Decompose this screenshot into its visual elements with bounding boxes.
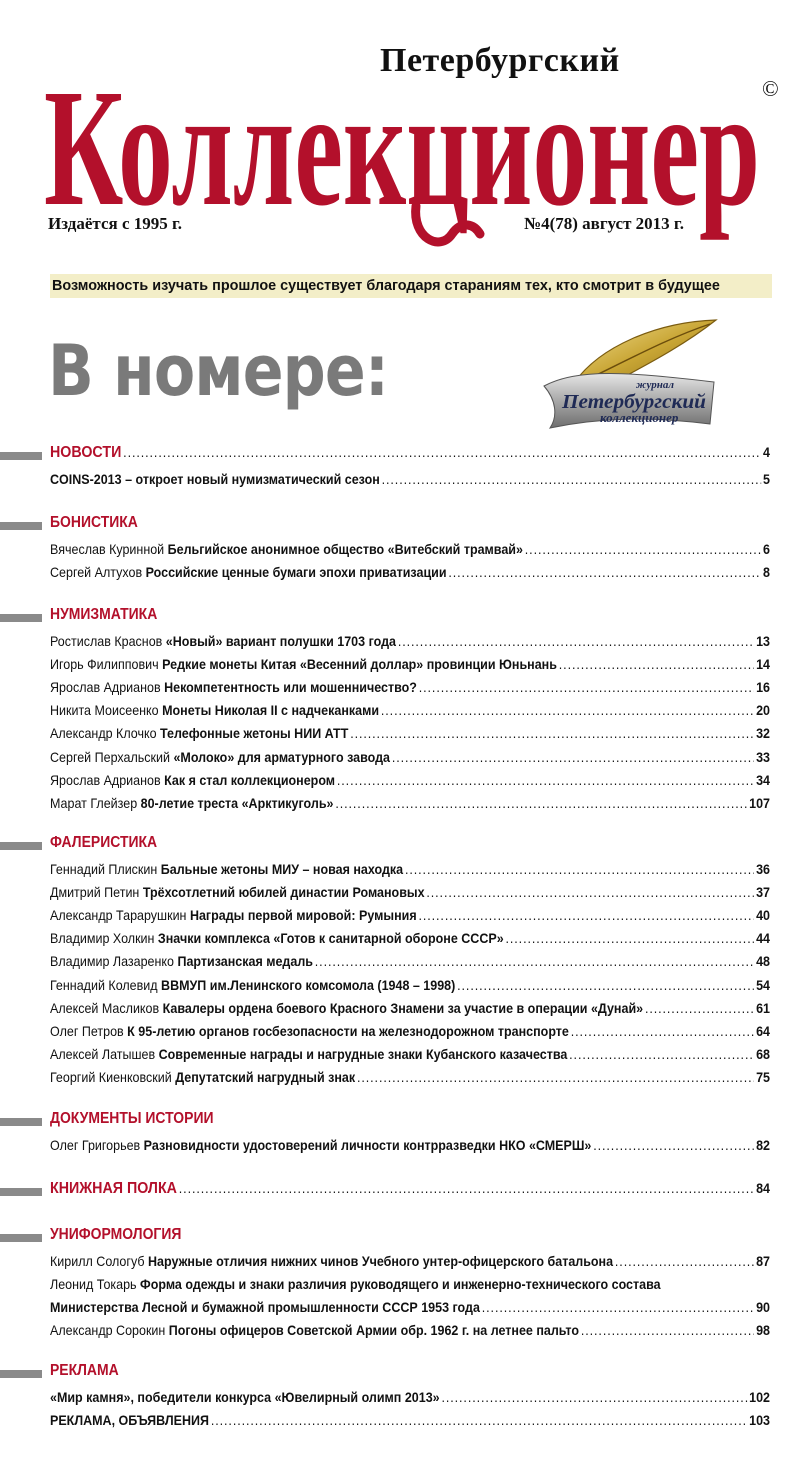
publication-subtitle: Петербургский (380, 42, 620, 79)
page-number: 5 (763, 472, 770, 487)
contents-entry[interactable] (50, 1254, 770, 1276)
dot-leader (426, 885, 754, 900)
entry-title: ВВМУП им.Ленинского комсомола (1948 – 1998) (161, 977, 456, 993)
entry-title: Погоны офицеров Советской Армии обр. 1962 г. на летнее пальто (168, 1323, 579, 1339)
page-number: 61 (756, 1000, 770, 1016)
dot-leader (398, 634, 754, 649)
entry-title: Партизанская медаль (177, 954, 313, 970)
entry-title: «Молоко» для арматурного завода (173, 749, 390, 765)
entry-title: Редкие монеты Китая «Весенний доллар» провинции Юньнань (162, 657, 557, 673)
dot-leader (525, 542, 761, 557)
entry-title: Бельгийское анонимное общество «Витебский трамвай» (167, 542, 523, 557)
publication-title: Коллекционер (44, 55, 760, 241)
contents-entry[interactable] (50, 1390, 770, 1412)
section-marker-bar (0, 1370, 42, 1378)
section-heading (0, 444, 788, 466)
entry-author: Никита Моисеенко (50, 703, 159, 719)
page-number: 48 (756, 954, 770, 970)
contents-entry[interactable] (50, 657, 770, 679)
section-marker-bar (0, 614, 42, 622)
contents-entry[interactable] (50, 978, 770, 1000)
dot-leader (392, 750, 754, 765)
page-number: 68 (756, 1046, 770, 1062)
section-title: ДОКУМЕНТЫ ИСТОРИИ (50, 1110, 214, 1127)
page-number: 16 (756, 680, 770, 696)
dot-leader (382, 472, 762, 487)
dot-leader (419, 680, 754, 695)
journal-quill-badge (538, 316, 722, 434)
contents-entry[interactable] (50, 931, 770, 953)
dot-leader (405, 862, 754, 877)
section-heading-row[interactable] (50, 1180, 770, 1202)
page-number: 37 (756, 885, 770, 901)
entry-author: Марат Глейзер (50, 795, 138, 811)
section-heading (0, 606, 788, 628)
page-number: 64 (756, 1023, 770, 1039)
masthead (0, 0, 788, 250)
page-number: 20 (756, 703, 770, 719)
dot-leader (335, 796, 747, 811)
dot-leader (571, 1024, 755, 1039)
section-marker-bar (0, 1234, 42, 1242)
section-heading (0, 834, 788, 856)
section-title: НУМИЗМАТИКА (50, 606, 158, 623)
dot-leader (315, 954, 754, 969)
entry-title: 80-летие треста «Арктикуголь» (140, 795, 334, 811)
contents-entry[interactable] (50, 954, 770, 976)
entry-author: Игорь Филиппович (50, 657, 159, 673)
contents-entry[interactable] (50, 542, 770, 564)
entry-title: «Новый» вариант полушки 1703 года (165, 634, 396, 649)
entry-title: Современные награды и нагрудные знаки Кубанского казачества (158, 1046, 568, 1062)
dot-leader (559, 657, 754, 672)
contents-entry[interactable] (50, 472, 770, 494)
entry-title: К 95-летию органов госбезопасности на железнодорожном транспорте (127, 1023, 569, 1039)
contents-heading: В номере: (48, 330, 389, 412)
section-marker-bar (0, 1188, 42, 1196)
contents-entry[interactable] (50, 1047, 770, 1069)
dot-leader (441, 1390, 747, 1405)
page-number: 84 (756, 1181, 770, 1196)
entry-title: Бальные жетоны МИУ – новая находка (160, 862, 404, 877)
entry-author: Геннадий Колевид (50, 977, 158, 993)
entry-author: Олег Григорьев (50, 1138, 141, 1153)
dot-leader (211, 1413, 747, 1428)
dot-leader (506, 931, 755, 946)
entry-title: Кавалеры ордена боевого Красного Знамени за участие в операции «Дунай» (162, 1000, 644, 1016)
page-number: 103 (749, 1413, 770, 1429)
entry-author: Сергей Перхальский (50, 749, 170, 765)
contents-entry[interactable] (50, 1024, 770, 1046)
tagline: Возможность изучать прошлое существует благодаря стараниям тех, кто смотрит в будущее (50, 274, 772, 298)
page-number: 36 (756, 862, 770, 877)
dot-leader (337, 773, 754, 788)
entry-title: Министерства Лесной и бумажной промышленности СССР 1953 года (50, 1300, 480, 1316)
entry-author: Ярослав Адрианов (50, 680, 161, 696)
section-marker-bar (0, 522, 42, 530)
issue-number: №4(78) август 2013 г. (524, 214, 684, 233)
section-title: НОВОСТИ (50, 444, 122, 461)
contents-entry[interactable] (50, 703, 770, 725)
entry-author: Леонид Токарь (50, 1277, 137, 1293)
page-number: 4 (763, 445, 770, 460)
entry-title: Телефонные жетоны НИИ АТТ (160, 726, 349, 742)
dot-leader (581, 1323, 754, 1338)
entry-title: Некомпетентность или мошенничество? (164, 680, 417, 696)
dot-leader (569, 1047, 754, 1062)
contents-entry[interactable] (50, 750, 770, 772)
entry-title: Российские ценные бумаги эпохи приватизации (145, 565, 447, 581)
entry-author: Кирилл Сологуб (50, 1254, 145, 1269)
since-year: Издаётся с 1995 г. (48, 214, 183, 233)
dot-leader (123, 445, 761, 460)
page-number: 13 (756, 634, 770, 649)
page-number: 54 (756, 977, 770, 993)
dot-leader (350, 726, 754, 741)
section-marker-bar (0, 452, 42, 460)
dot-leader (482, 1300, 754, 1315)
contents-entry[interactable] (50, 680, 770, 702)
page-number: 44 (756, 931, 770, 947)
page-number: 40 (756, 908, 770, 924)
contents-entry[interactable] (50, 1001, 770, 1023)
entry-author: Александр Сорокин (50, 1323, 166, 1339)
dot-leader (357, 1070, 754, 1085)
badge-line-3: коллекционер (600, 410, 679, 425)
entry-title: Как я стал коллекционером (164, 772, 336, 788)
page-number: 90 (756, 1300, 770, 1316)
contents-entry[interactable] (50, 565, 770, 587)
section-marker-bar (0, 842, 42, 850)
entry-title: Форма одежды и знаки различия руководящего и инженерно-технического состава (140, 1277, 661, 1293)
entry-author: Дмитрий Петин (50, 885, 140, 901)
dot-leader (645, 1001, 754, 1016)
page-number: 32 (756, 726, 770, 742)
page-number: 8 (763, 565, 770, 581)
contents-entry[interactable] (50, 1300, 770, 1322)
entry-author: Георгий Киенковский (50, 1069, 172, 1085)
entry-title: Наружные отличия нижних чинов Учебного унтер-офицерского батальона (147, 1254, 614, 1269)
contents-entry[interactable] (50, 1413, 770, 1435)
entry-author: Олег Петров (50, 1023, 124, 1039)
contents-entry[interactable] (50, 634, 770, 656)
contents-entry[interactable] (50, 1070, 770, 1092)
contents-entry[interactable] (50, 773, 770, 795)
section-heading (0, 1180, 788, 1202)
contents-entry[interactable] (50, 1323, 770, 1345)
contents-entry[interactable] (50, 885, 770, 907)
page-number: 6 (763, 542, 770, 557)
entry-author: Алексей Латышев (50, 1046, 156, 1062)
section-title: КНИЖНАЯ ПОЛКА (50, 1180, 177, 1197)
page-number: 33 (756, 749, 770, 765)
section-heading (0, 1362, 788, 1384)
section-title: БОНИСТИКА (50, 514, 138, 531)
section-title: РЕКЛАМА (50, 1362, 119, 1379)
entry-title: Монеты Николая II с надчеканками (162, 703, 380, 719)
publication-title-logo (44, 38, 764, 241)
entry-title: COINS-2013 – откроет новый нумизматический сезон (50, 472, 380, 487)
section-heading (0, 1226, 788, 1248)
dot-leader (448, 565, 761, 580)
entry-author: Владимир Лазаренко (50, 954, 174, 970)
entry-author: Александр Клочко (50, 726, 157, 742)
badge-line-2: Петербургский (560, 391, 706, 413)
contents-entry[interactable] (50, 796, 770, 818)
page-number: 34 (756, 772, 770, 788)
entry-author: Сергей Алтухов (50, 565, 143, 581)
page-number: 75 (756, 1069, 770, 1085)
entry-title: Значки комплекса «Готов к санитарной обороне СССР» (157, 931, 504, 947)
section-title: ФАЛЕРИСТИКА (50, 834, 158, 851)
entry-author: Геннадий Плискин (50, 862, 158, 877)
contents-entry[interactable] (50, 1277, 770, 1299)
entry-title: РЕКЛАМА, ОБЪЯВЛЕНИЯ (50, 1413, 210, 1429)
entry-author: Владимир Холкин (50, 931, 155, 947)
page-number: 82 (756, 1138, 770, 1153)
entry-author: Александр Тарарушкин (50, 908, 187, 924)
page-number: 102 (749, 1390, 770, 1405)
contents-entry[interactable] (50, 1138, 770, 1160)
dot-leader (418, 908, 754, 923)
section-marker-bar (0, 1118, 42, 1126)
contents-entry[interactable] (50, 908, 770, 930)
section-heading (0, 514, 788, 536)
entry-title: Награды первой мировой: Румыния (189, 908, 417, 924)
page-number: 107 (749, 795, 770, 811)
badge-line-1: журнал (636, 379, 674, 391)
page-number: 87 (756, 1254, 770, 1269)
entry-author: Алексей Масликов (50, 1000, 160, 1016)
entry-title: Депутатский нагрудный знак (175, 1069, 356, 1085)
dot-leader (381, 703, 754, 718)
entry-author: Вячеслав Куринной (50, 542, 165, 557)
entry-title: Разновидности удостоверений личности контрразведки НКО «СМЕРШ» (143, 1138, 592, 1153)
section-heading-row[interactable] (50, 444, 770, 466)
entry-title: «Мир камня», победители конкурса «Ювелирный олимп 2013» (50, 1390, 440, 1405)
section-heading (0, 1110, 788, 1132)
contents-entry[interactable] (50, 726, 770, 748)
dot-leader (457, 978, 754, 993)
entry-title: Трёхсотлетний юбилей династии Романовых (142, 885, 425, 901)
dot-leader (593, 1138, 754, 1153)
copyright-mark: © (762, 76, 779, 101)
entry-author: Ярослав Адрианов (50, 772, 161, 788)
section-title: УНИФОРМОЛОГИЯ (50, 1226, 182, 1243)
dot-leader (179, 1181, 754, 1196)
page-number: 14 (756, 657, 770, 673)
dot-leader (615, 1254, 754, 1269)
page-number: 98 (756, 1323, 770, 1339)
entry-author: Ростислав Краснов (50, 634, 163, 649)
contents-entry[interactable] (50, 862, 770, 884)
